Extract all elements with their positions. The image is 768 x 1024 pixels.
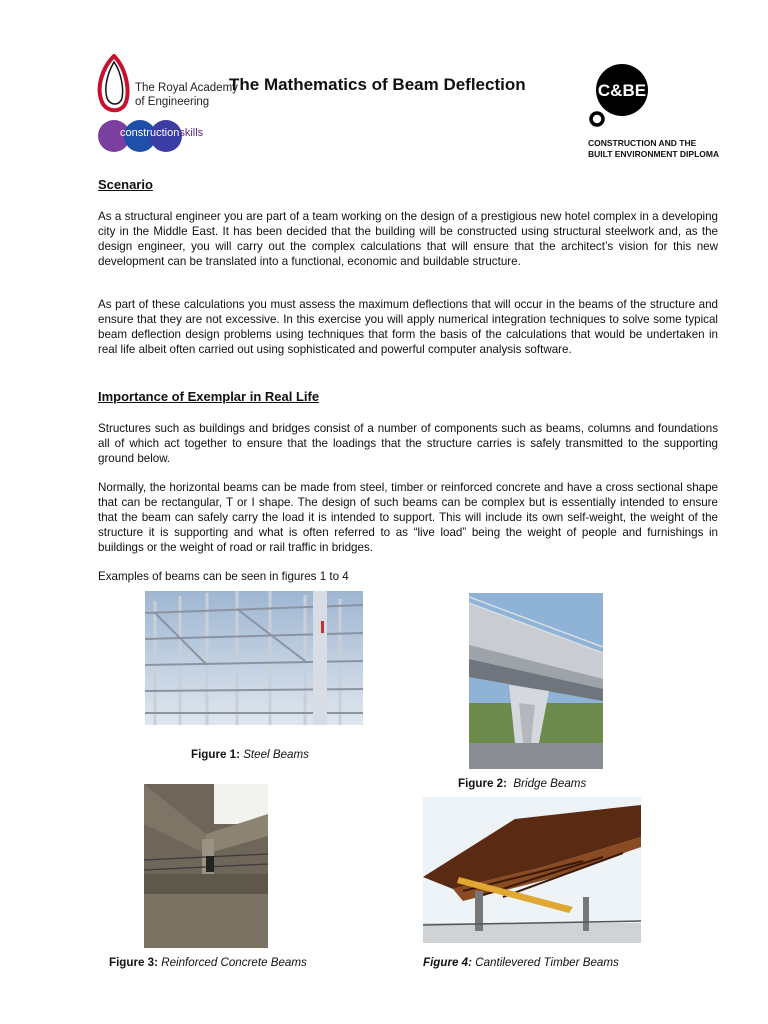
importance-paragraph-1: Structures such as buildings and bridges consist of a number of components such as beams, columns and foundations all of which act together to ensure that the loadings that the structure carries is safely transmitted to the supporting ground below. [98, 422, 718, 465]
figure-4-text: Cantilevered Timber Beams [475, 956, 619, 969]
figure-3-caption [109, 956, 307, 969]
reinforced-concrete-beams-photo [144, 784, 268, 948]
figure-4-caption [423, 956, 619, 969]
construction-skills-logo-text [120, 127, 203, 139]
cbe-caption: CONSTRUCTION AND THE BUILT ENVIRONMENT DIPLOMA [588, 138, 720, 159]
figure-3-label: Figure 3: [109, 956, 158, 969]
scenario-heading: Scenario [98, 177, 153, 192]
figure-3-text: Reinforced Concrete Beams [161, 956, 307, 969]
importance-heading: Importance of Exemplar in Real Life [98, 389, 320, 404]
bridge-beams-photo [469, 593, 603, 769]
construction-skills-part2: skills [179, 127, 204, 139]
examples-intro: Examples of beams can be seen in figures 1 to 4 [98, 570, 349, 583]
figure-1-text: Steel Beams [243, 748, 309, 761]
construction-skills-part1: construction [120, 127, 180, 139]
figure-2-caption [458, 777, 586, 790]
scenario-paragraph-1: As a structural engineer you are part of a team working on the design of a prestigious new hotel complex in a developing city in the Middle East. It has been decided that the building will be constructed using structural steelwork and, as the design engineer, you will carry out the complex calculations that will ensure that the architect’s vision for this new development can be translated into a functional, economic and buildable structure. [98, 210, 718, 268]
figure-1-label: Figure 1: [191, 748, 240, 761]
importance-paragraph-2: Normally, the horizontal beams can be made from steel, timber or reinforced concrete and have a cross sectional shape that can be rectangular, T or I shape. The design of such beams can be complex but is essentially intended to ensure that the beam can safely carry the load it is intended to support. This will include its own self-weight, the weight of the structure it is supporting and what is often referred to as “live load” being the weight of people and furnishings in buildings or the weight of road or rail traffic in bridges. [98, 481, 718, 554]
cbe-logo-icon [584, 62, 656, 134]
cbe-badge-text: C&BE [597, 81, 647, 100]
steel-beams-photo [145, 591, 363, 725]
figure-4-label: Figure 4: [423, 956, 472, 969]
figure-2-label: Figure 2: [458, 777, 507, 790]
figure-1-caption [191, 748, 309, 761]
scenario-paragraph-2: As part of these calculations you must assess the maximum deflections that will occur in the beams of the structure and ensure that they are not excessive. In this exercise you will apply numerical integration techniques to solve some typical beam deflection design problems using techniques that form the basis of the calculations that would be undertaken in real life albeit often carried out using sophisticated and powerful computer analysis software. [98, 298, 718, 356]
document-title: The Mathematics of Beam Deflection [229, 75, 526, 94]
figure-2-text: Bridge Beams [513, 777, 587, 790]
cantilevered-timber-beams-photo [423, 797, 641, 943]
royal-academy-logo-text: The Royal Academy of Engineering [135, 82, 238, 108]
